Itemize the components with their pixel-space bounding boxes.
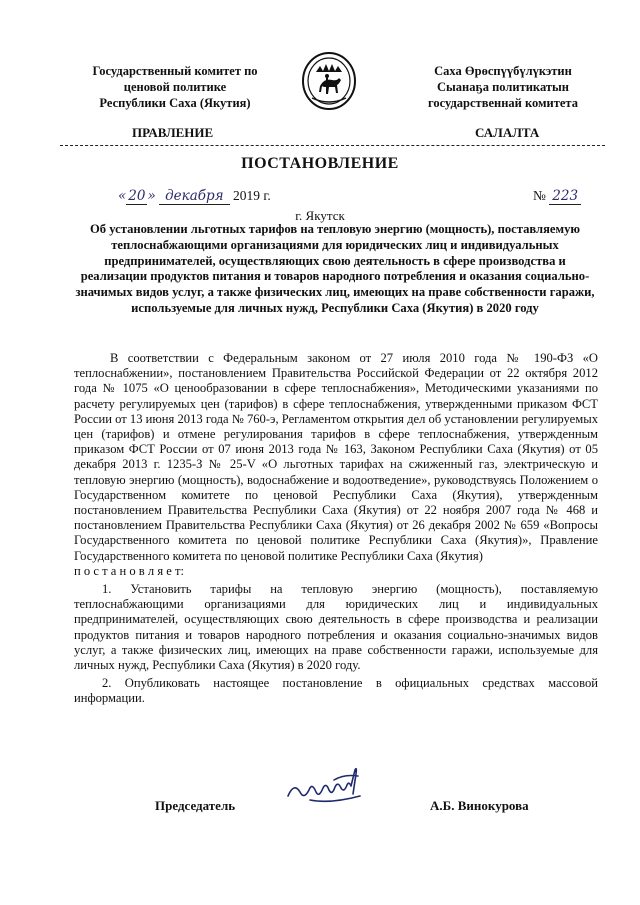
document-type: ПОСТАНОВЛЕНИЕ xyxy=(241,155,399,172)
handwritten-signature-icon xyxy=(280,760,390,810)
date-day: 20 xyxy=(128,188,146,204)
document-body xyxy=(74,351,598,707)
header-left-line-2: ценовой политике xyxy=(123,80,227,94)
number-label: № xyxy=(533,188,546,203)
department-right: САЛАЛТА xyxy=(475,125,540,140)
date-year: 2019 г. xyxy=(232,188,271,203)
date-open-quote: « xyxy=(118,188,127,204)
date-month: декабря xyxy=(159,188,229,205)
number-value: 223 xyxy=(549,188,581,205)
header-divider xyxy=(60,145,605,146)
date-close-quote: » xyxy=(147,188,156,204)
header-left-line-1: Государственный комитет по xyxy=(92,64,258,78)
preamble-paragraph: В соответствии с Федеральным законом от 27 июля 2010 года № 190-ФЗ «О теплоснабжении», постановлением Правительства Российской Федерации от 22 октября 2012 года № 1075 «О ценообразовании в сфере теплоснабжения», Методическими указаниями по расчету регулируемых цен (тарифов) в сфере теплоснабжения, утвержденными приказом ФСТ России от 13 июня 2013 года № 760-э, Регламентом открытия дел об установлении регулируемых цен (тарифов) и отмене регулирования тарифов в сфере теплоснабжения, утвержденным приказом ФСТ России от 07 июня 2013 года № 163, Законом Республики Саха (Якутия) от 05 декабря 2013 г. 1235-З № 25-V «О льготных тарифах на сжиженный газ, электрическую и тепловую энергию (мощность), водоснабжение и водоотведение», руководствуясь Положением о Государственном комитете по ценовой Республики Саха (Якутия), утвержденным постановлением Правительства Республики Саха (Якутия) от 22 ноября 2007 года № 468 и постановлением Правительства Республики Саха (Якутия) от 26 декабря 2002 № 659 «Вопросы Государственного комитета по ценовой политике Республики Саха (Якутия)», Правление Государственного комитета по ценовой политике Республики Саха (Якутия) xyxy=(74,351,598,563)
header-right-block xyxy=(404,63,602,111)
document-number xyxy=(533,188,581,204)
header-right-line-2: Сыанаҕа политикатын xyxy=(437,80,569,94)
item-1-paragraph: 1. Установить тарифы на тепловую энергию (мощность), поставляемую теплоснабжающими организациями для юридических лиц и индивидуальных предпринимателей, осуществляющих свою деятельность в сфере производства и реализации продуктов питания и товаров народного потребления и оказания социально-значимых видов услуг, а также физических лиц, имеющих на праве собственности гаражи, используемые для личных нужд, Республики Саха (Якутия) в 2020 году. xyxy=(74,582,598,673)
document-title: Об установлении льготных тарифов на тепловую энергию (мощность), поставляемую теплоснабжающими организациями для юридических лиц и индивидуальных предпринимателей, осуществляющих свою деятельность в сфере производства и реализации продуктов питания и товаров народного потребления и оказания социально-значимых видов услуг, а также физических лиц, имеющих на праве собственности гаражи, используемые для личных нужд, Республики Саха (Якутия) в 2020 году xyxy=(75,222,595,315)
department-left: ПРАВЛЕНИЕ xyxy=(132,125,214,140)
signatory-title: Председатель xyxy=(155,798,236,813)
header-right-line-1: Саха Өрөспүүбүлүкэтин xyxy=(434,64,572,78)
signatory-name: А.Б. Винокурова xyxy=(430,798,529,813)
coat-of-arms-emblem-icon xyxy=(300,50,358,112)
document-date xyxy=(118,188,271,204)
item-2-paragraph: 2. Опубликовать настоящее постановление в официальных средствах массовой информации. xyxy=(74,676,598,706)
header-left-block xyxy=(72,63,278,111)
document-city: г. Якутск xyxy=(295,208,345,223)
header-left-line-3: Республики Саха (Якутия) xyxy=(99,96,251,110)
decree-word: п о с т а н о в л я е т: xyxy=(74,563,185,578)
header-right-line-3: государственнай комитета xyxy=(428,96,578,110)
